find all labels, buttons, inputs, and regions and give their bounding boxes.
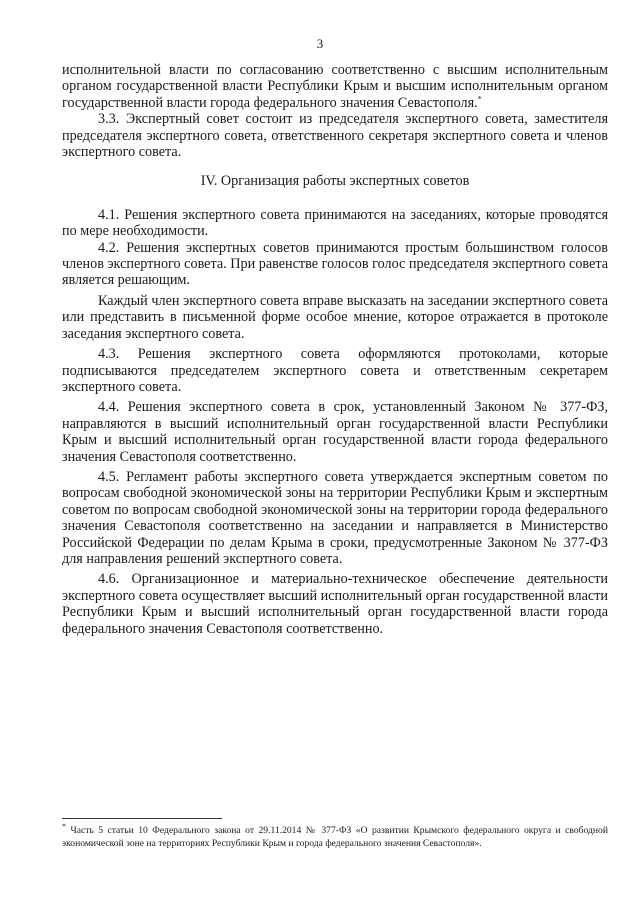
paragraph-continuation xyxy=(62,62,608,111)
section-heading: IV. Организация работы экспертных советов xyxy=(200,173,470,190)
paragraph-text: исполнительной власти по согласованию соответственно с высшим исполнительным органом государственной власти Республики Крым и высшим исполнительным органом государственной власти города федерального значения Севастополя. xyxy=(62,62,608,111)
paragraph-4-2-note: Каждый член экспертного совета вправе высказать на заседании экспертного совета или представить в письменной форме особое мнение, которое отражается в протоколе заседания экспертного совета. xyxy=(62,292,608,342)
paragraph-4-6: 4.6. Организационное и материально-техническое обеспечение деятельности экспертного совета осуществляет высший исполнительный орган государственной власти Республики Крым и высший исполнительный орган государственной власти города федерального значения Севастополя соответственно. xyxy=(62,571,608,637)
paragraph-4-2: 4.2. Решения экспертных советов принимаются простым большинством голосов членов экспертного совета. При равенстве голосов голос председателя экспертного совета является решающим. xyxy=(62,239,608,289)
paragraph-4-4: 4.4. Решения экспертного совета в срок, установленный Законом № 377-ФЗ, направляются в высший исполнительный орган государственной власти Республики Крым и высший исполнительный орган государственной власти города федерального значения Севастополя соответственно. xyxy=(62,399,608,465)
paragraph-3-3: 3.3. Экспертный совет состоит из председателя экспертного совета, заместителя председателя экспертного совета, ответственного секретаря экспертного совета и членов экспертного совета. xyxy=(62,111,608,161)
paragraph-4-1: 4.1. Решения экспертного совета принимаются на заседаниях, которые проводятся по мере необходимости. xyxy=(62,206,608,240)
footnote-text xyxy=(62,821,608,850)
page-number: 3 xyxy=(316,36,324,51)
paragraph-4-5: 4.5. Регламент работы экспертного совета утверждается экспертным советом по вопросам свободной экономической зоны на территории Республики Крым и экспертным советом по вопросам свободной экономической зоны на территории города федерального значения Севастополя соответственно на заседании и направляется в Министерство Российской Федерации по делам Крыма в сроки, предусмотренные Законом № 377-ФЗ для направления решений экспертного совета. xyxy=(62,468,608,567)
footnote-mark: * xyxy=(62,821,66,831)
footnote-reference: * xyxy=(477,94,482,104)
footnote xyxy=(62,821,608,850)
footnote-body: Часть 5 статьи 10 Федерального закона от 29.11.2014 № 377-ФЗ «О развитии Крымского федерального округа и свободной экономической зоне на территориях Республики Крым и города федерального значения Севастополя». xyxy=(62,825,608,849)
footnote-divider xyxy=(62,818,222,819)
document-body xyxy=(62,62,608,637)
paragraph-4-3: 4.3. Решения экспертного совета оформляются протоколами, которые подписываются председателем экспертного совета и ответственным секретарем экспертного совета. xyxy=(62,346,608,395)
